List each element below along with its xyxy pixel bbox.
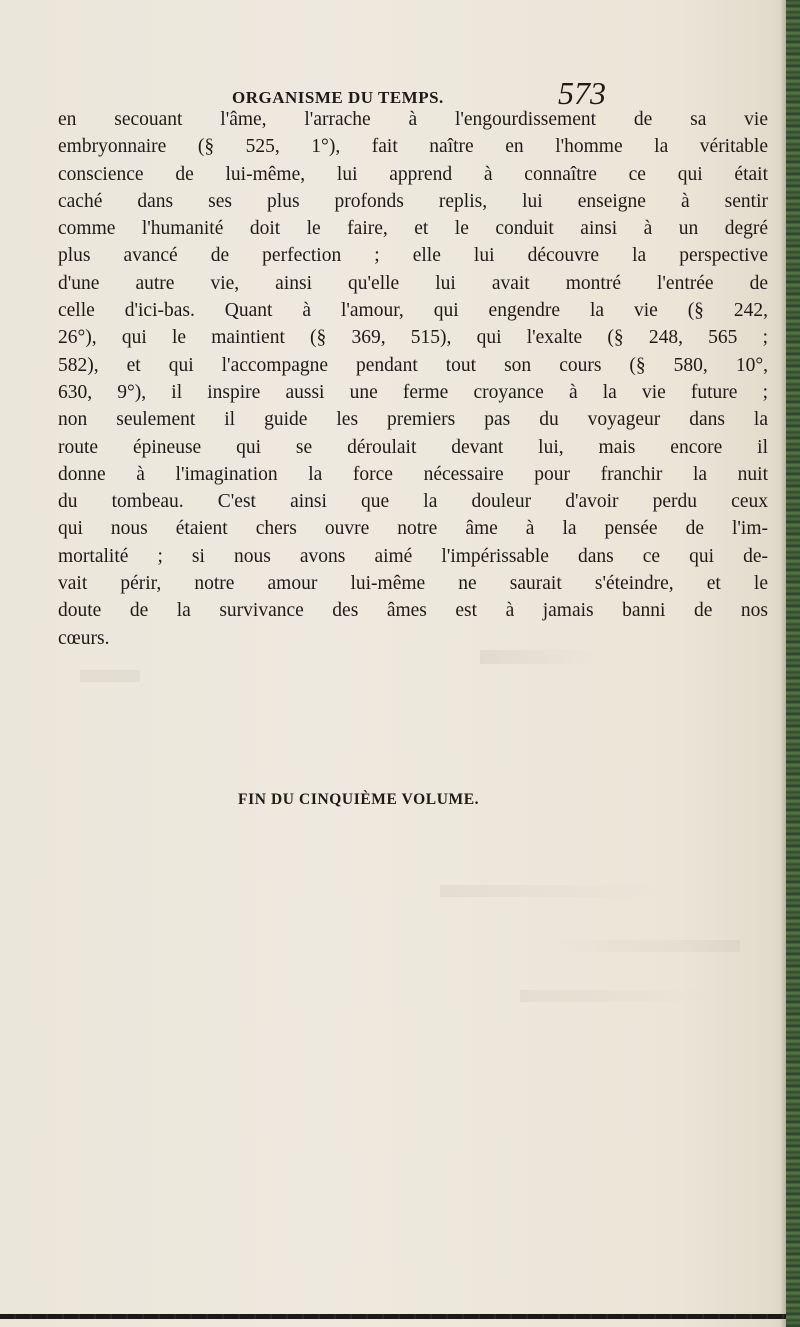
show-through-mark [440, 885, 660, 897]
text-line: conscience de lui-même, lui apprend à connaître ce qui était [58, 163, 768, 185]
text-line: doute de la survivance des âmes est à jamais banni de nos [58, 600, 768, 622]
bottom-rule [0, 1314, 786, 1319]
text-line: du tombeau. C'est ainsi que la douleur d'avoir perdu ceux [58, 491, 768, 513]
text-line: qui nous étaient chers ouvre notre âme à la pensée de l'im- [58, 518, 768, 540]
text-line: mortalité ; si nous avons aimé l'impérissable dans ce qui de- [58, 545, 768, 567]
text-line: 582), et qui l'accompagne pendant tout son cours (§ 580, 10°, [58, 354, 768, 376]
running-head-title: ORGANISME DU TEMPS. [232, 88, 444, 107]
text-line: non seulement il guide les premiers pas du voyageur dans la [58, 409, 768, 431]
text-line: embryonnaire (§ 525, 1°), fait naître en l'homme la véritable [58, 136, 768, 158]
show-through-mark [480, 650, 600, 664]
body-paragraph [58, 106, 768, 652]
show-through-mark [80, 670, 140, 682]
running-head [232, 66, 612, 111]
text-line: route épineuse qui se déroulait devant lui, mais encore il [58, 436, 768, 458]
text-line: 26°), qui le maintient (§ 369, 515), qui l'exalte (§ 248, 565 ; [58, 327, 768, 349]
text-line: caché dans ses plus profonds replis, lui enseigne à sentir [58, 190, 768, 212]
book-binding-edge [786, 0, 800, 1327]
show-through-mark [520, 990, 710, 1002]
text-line: d'une autre vie, ainsi qu'elle lui avait montré l'entrée de [58, 272, 768, 294]
text-line: donne à l'imagination la force nécessaire pour franchir la nuit [58, 463, 768, 485]
show-through-mark [540, 940, 740, 952]
text-line: 630, 9°), il inspire aussi une ferme croyance à la vie future ; [58, 381, 768, 403]
page-number: 573 [558, 75, 606, 111]
text-line: en secouant l'âme, l'arrache à l'engourdissement de sa vie [58, 109, 768, 130]
text-line: comme l'humanité doit le faire, et le conduit ainsi à un degré [58, 218, 768, 240]
text-line: plus avancé de perfection ; elle lui découvre la perspective [58, 245, 768, 267]
text-line: celle d'ici-bas. Quant à l'amour, qui engendre la vie (§ 242, [58, 300, 768, 322]
text-line: cœurs. [58, 627, 110, 649]
colophon: FIN DU CINQUIÈME VOLUME. [238, 791, 480, 808]
text-line: vait périr, notre amour lui-même ne saurait s'éteindre, et le [58, 573, 768, 595]
